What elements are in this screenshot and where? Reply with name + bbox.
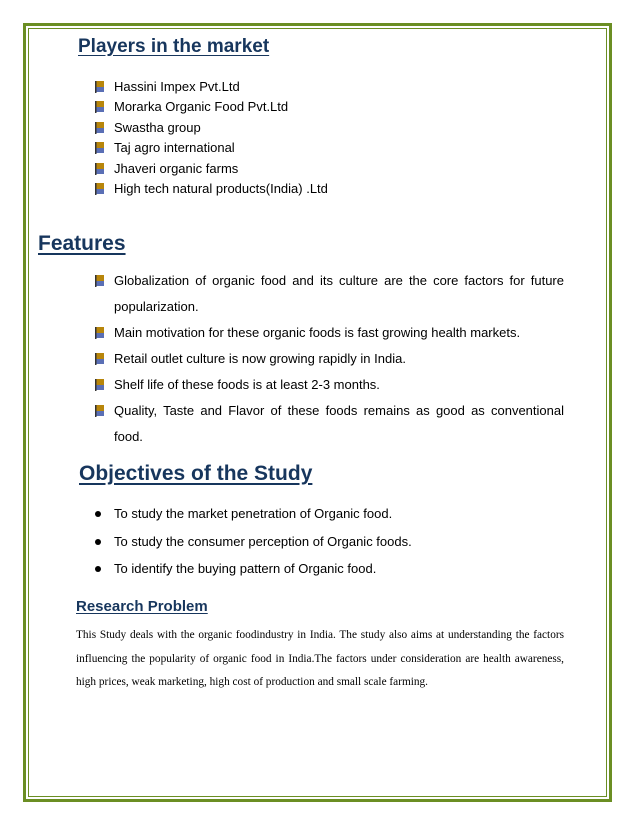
list-item [94,528,412,556]
objectives-heading: Objectives of the Study [79,462,313,485]
list-item [94,372,564,398]
feature-text: Main motivation for these organic foods is fast growing health markets. [114,325,521,340]
flag-bullet-icon [94,81,108,93]
player-name: Hassini Impex Pvt.Ltd [114,79,240,94]
research-paragraph: This Study deals with the organic foodindustry in India. The study also aims at understanding the factors influencing the popularity of organic food in India.The factors under consideration are health awareness, high prices, weak marketing, high cost of production and small scale farming. [76,629,564,688]
flag-bullet-icon [94,275,108,287]
list-item [94,398,564,450]
list-item [94,268,564,320]
player-name: Taj agro international [114,140,235,156]
features-list [94,268,564,450]
flag-bullet-icon [94,183,108,195]
objective-text: To study the consumer perception of Organic foods. [114,533,412,549]
player-name: Morarka Organic Food Pvt.Ltd [114,99,289,115]
flag-bullet-icon [94,142,108,154]
list-item [94,346,564,372]
list-item [94,500,412,528]
flag-bullet-icon [94,379,108,391]
flag-bullet-icon [94,405,108,417]
list-item [94,97,328,117]
dot-bullet-icon [95,511,101,517]
list-item [94,77,328,97]
list-item [94,159,328,179]
features-heading: Features [38,232,126,255]
flag-bullet-icon [94,163,108,175]
objective-text: To study the market penetration of Organic food. [114,506,393,521]
flag-bullet-icon [94,353,108,365]
player-name: Jhaveri organic farms [114,160,239,176]
players-list [94,77,328,199]
flag-bullet-icon [94,327,108,339]
dot-bullet-icon [95,539,101,545]
flag-bullet-icon [94,101,108,113]
players-heading: Players in the market [78,36,270,57]
player-name: High tech natural products(India) .Ltd [114,180,328,196]
objectives-list [94,500,412,583]
research-heading: Research Problem [76,598,208,615]
feature-text: Retail outlet culture is now growing rapidly in India. [114,351,406,366]
list-item [94,555,412,583]
list-item [94,179,328,199]
list-item [94,118,328,138]
objective-text: To identify the buying pattern of Organic food. [114,561,377,576]
feature-text: Quality, Taste and Flavor of these foods remains as good as conventional food. [114,403,564,444]
list-item [94,320,564,346]
dot-bullet-icon [95,566,101,572]
player-name: Swastha group [114,119,201,135]
list-item [94,138,328,158]
feature-text: Shelf life of these foods is at least 2-3 months. [114,377,380,392]
feature-text: Globalization of organic food and its culture are the core factors for future popularization. [114,273,564,314]
flag-bullet-icon [94,122,108,134]
